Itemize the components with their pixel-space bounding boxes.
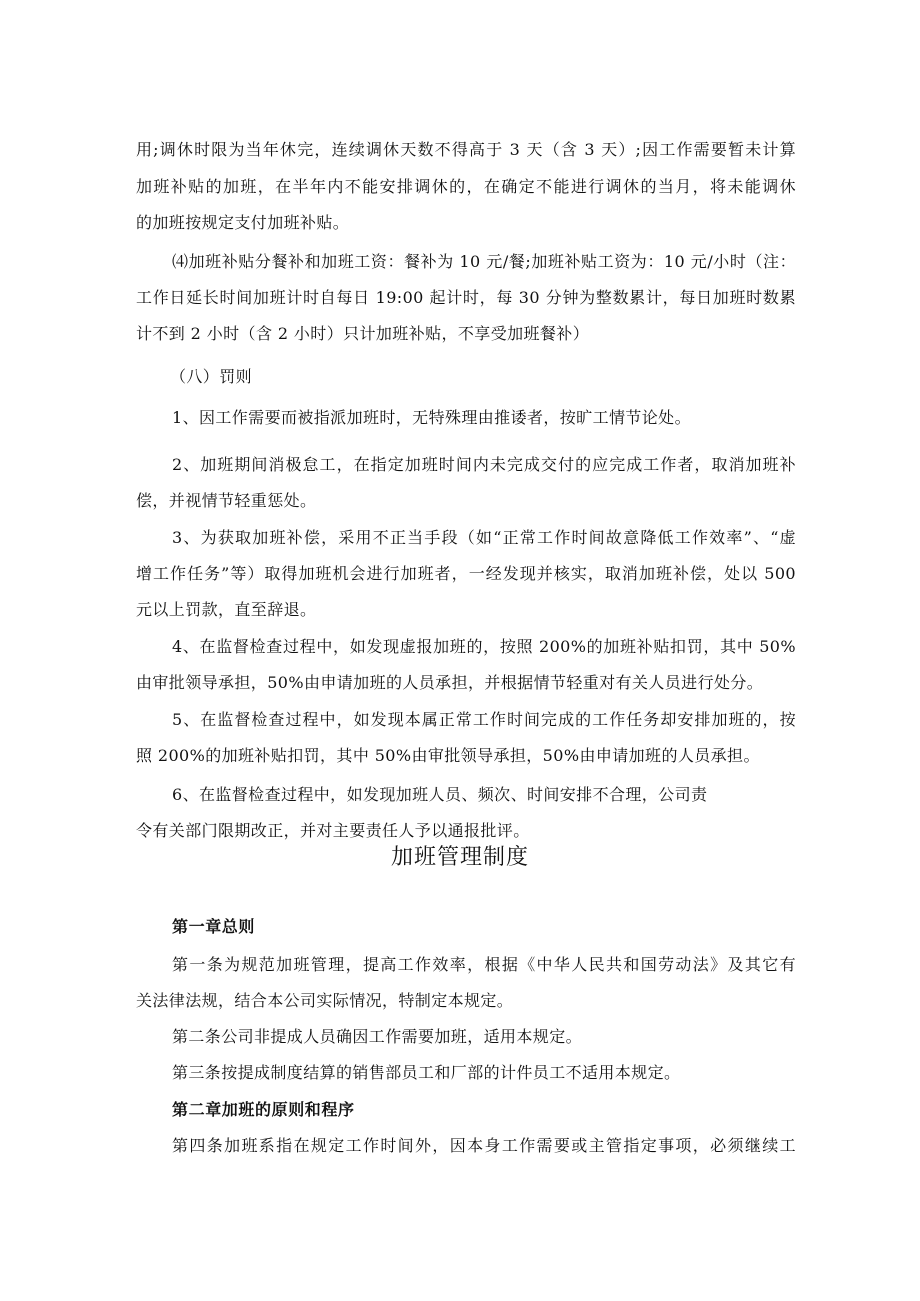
paragraph-line: 3、为获取加班补偿，采用不正当手段（如“正常工作时间故意降低工作效率”、“虚 — [172, 528, 796, 547]
paragraph-line: 令有关部门限期改正，并对主要责任人予以通报批评。 — [136, 821, 530, 840]
paragraph-line: 1、因工作需要而被指派加班时，无特殊理由推诿者，按旷工情节论处。 — [172, 408, 691, 427]
paragraph-line: ⑷加班补贴分餐补和加班工资：餐补为 10 元/餐;加班补贴工资为：10 元/小时（注： — [172, 252, 796, 271]
paragraph-line: 用;调休时限为当年休完，连续调休天数不得高于 3 天（含 3 天）;因工作需要暂未计算 — [136, 140, 796, 159]
paragraph-line: 加班补贴的加班，在半年内不能安排调休的，在确定不能进行调休的当月，将未能调休 — [136, 177, 796, 196]
paragraph-line: 的加班按规定支付加班补贴。 — [136, 213, 350, 232]
section-heading: （八）罚则 — [170, 367, 253, 386]
paragraph-line: 5、在监督检查过程中，如发现本属正常工作时间完成的工作任务却安排加班的，按 — [172, 710, 796, 729]
paragraph-line: 由审批领导承担，50%由申请加班的人员承担，并根据情节轻重对有关人员进行处分。 — [136, 673, 764, 692]
paragraph-line: 照 200%的加班补贴扣罚，其中 50%由审批领导承担，50%由申请加班的人员承担。 — [136, 746, 760, 765]
document-title: 加班管理制度 — [390, 845, 529, 870]
paragraph-line: 6、在监督检查过程中，如发现加班人员、频次、时间安排不合理，公司责 — [172, 785, 708, 804]
paragraph-line: 计不到 2 小时（含 2 小时）只计加班补贴，不享受加班餐补） — [136, 324, 590, 343]
chapter-heading: 第二章加班的原则和程序 — [172, 1100, 355, 1119]
paragraph-line: 第四条加班系指在规定工作时间外，因本身工作需要或主管指定事项，必须继续工 — [172, 1136, 796, 1155]
paragraph-line: 元以上罚款，直至辞退。 — [136, 600, 317, 619]
paragraph-line: 2、加班期间消极怠工，在指定加班时间内未完成交付的应完成工作者，取消加班补 — [172, 455, 796, 474]
paragraph-line: 第一条为规范加班管理，提高工作效率，根据《中华人民共和国劳动法》及其它有 — [172, 955, 796, 974]
paragraph-line: 工作日延长时间加班计时自每日 19:00 起计时，每 30 分钟为整数累计，每日加班时数累 — [136, 288, 796, 307]
paragraph-line: 第二条公司非提成人员确因工作需要加班，适用本规定。 — [172, 1027, 583, 1046]
paragraph-line: 第三条按提成制度结算的销售部员工和厂部的计件员工不适用本规定。 — [172, 1063, 681, 1082]
paragraph-line: 增工作任务”等）取得加班机会进行加班者，一经发现并核实，取消加班补偿，处以 500 — [136, 564, 796, 583]
paragraph-line: 关法律法规，结合本公司实际情况，特制定本规定。 — [136, 991, 514, 1010]
chapter-heading: 第一章总则 — [172, 917, 256, 936]
paragraph-line: 4、在监督检查过程中，如发现虚报加班的，按照 200%的加班补贴扣罚，其中 50% — [172, 637, 796, 656]
paragraph-line: 偿，并视情节轻重惩处。 — [136, 491, 317, 510]
